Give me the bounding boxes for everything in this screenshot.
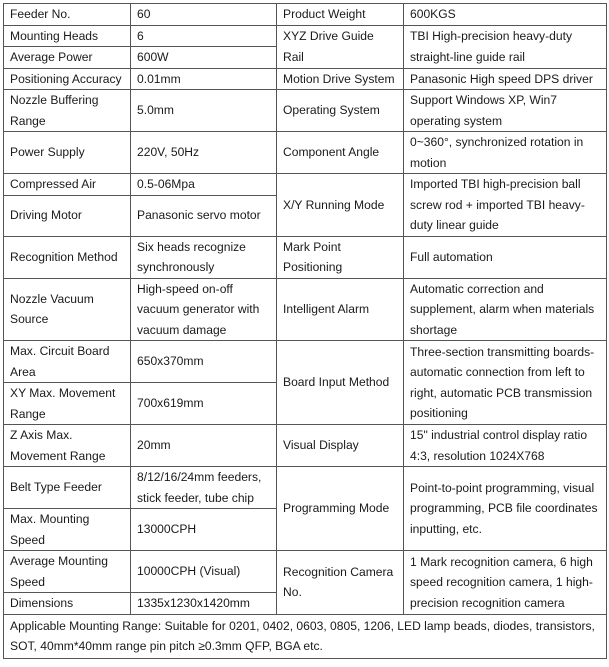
spec-label: Max. Mounting Speed — [4, 509, 131, 551]
spec-value: Panasonic High speed DPS driver — [404, 68, 607, 90]
spec-value: 6 — [131, 25, 277, 47]
spec-label: Motion Drive System — [277, 68, 404, 90]
spec-value: 10000CPH (Visual) — [131, 551, 277, 593]
spec-value: Six heads recognize synchronously — [131, 236, 277, 278]
spec-label: Programming Mode — [277, 467, 404, 551]
table-row — [4, 4, 607, 26]
table-row — [4, 174, 607, 196]
spec-value: 0~360°, synchronized rotation in motion — [404, 132, 607, 174]
spec-label: Visual Display — [277, 425, 404, 467]
spec-value: 15" industrial control display ratio 4:3, resolution 1024X768 — [404, 425, 607, 467]
spec-label: Component Angle — [277, 132, 404, 174]
spec-label: Positioning Accuracy — [4, 68, 131, 90]
spec-label: Board Input Method — [277, 341, 404, 425]
spec-label: Feeder No. — [4, 4, 131, 26]
spec-value: Automatic correction and supplement, alarm when materials shortage — [404, 278, 607, 341]
table-row — [4, 90, 607, 132]
spec-value: 5.0mm — [131, 90, 277, 132]
spec-label: Average Power — [4, 47, 131, 69]
applicable-range-note: Applicable Mounting Range: Suitable for 0201, 0402, 0603, 0805, 1206, LED lamp beads, diodes, transistors, SOT, 40mm*40mm range pin pitch ≥0.3mm QFP, BGA etc. — [4, 614, 607, 658]
table-row — [4, 236, 607, 278]
spec-value: High-speed on-off vacuum generator with vacuum damage — [131, 278, 277, 341]
spec-label: XYZ Drive Guide Rail — [277, 25, 404, 68]
spec-label: Nozzle Buffering Range — [4, 90, 131, 132]
spec-value: Point-to-point programming, visual programming, PCB file coordinates inputting, etc. — [404, 467, 607, 551]
spec-value: 700x619mm — [131, 383, 277, 425]
table-row — [4, 68, 607, 90]
spec-label: Mark Point Positioning — [277, 236, 404, 278]
spec-label: X/Y Running Mode — [277, 174, 404, 237]
spec-value: TBI High-precision heavy-duty straight-line guide rail — [404, 25, 607, 68]
table-row — [4, 614, 607, 658]
spec-label: Nozzle Vacuum Source — [4, 278, 131, 341]
spec-value: Full automation — [404, 236, 607, 278]
spec-label: Max. Circuit Board Area — [4, 341, 131, 383]
table-row — [4, 425, 607, 467]
spec-value: 650x370mm — [131, 341, 277, 383]
spec-label: Z Axis Max. Movement Range — [4, 425, 131, 467]
spec-value: 0.01mm — [131, 68, 277, 90]
spec-value: 220V, 50Hz — [131, 132, 277, 174]
spec-value: 1335x1230x1420mm — [131, 593, 277, 615]
spec-table — [3, 3, 607, 659]
table-row — [4, 132, 607, 174]
spec-value: 0.5-06Mpa — [131, 174, 277, 196]
table-row — [4, 25, 607, 47]
spec-value: 60 — [131, 4, 277, 26]
table-row — [4, 278, 607, 341]
spec-value: 600KGS — [404, 4, 607, 26]
spec-label: Compressed Air — [4, 174, 131, 196]
spec-value: Imported TBI high-precision ball screw rod + imported TBI heavy-duty linear guide — [404, 174, 607, 237]
spec-label: Mounting Heads — [4, 25, 131, 47]
spec-label: Power Supply — [4, 132, 131, 174]
spec-value: Panasonic servo motor — [131, 195, 277, 236]
spec-label: Operating System — [277, 90, 404, 132]
spec-label: Dimensions — [4, 593, 131, 615]
spec-label: Recognition Camera No. — [277, 551, 404, 615]
table-row — [4, 341, 607, 383]
spec-value: 8/12/16/24mm feeders, stick feeder, tube chip — [131, 467, 277, 509]
spec-value: 1 Mark recognition camera, 6 high speed recognition camera, 1 high-precision recognition camera — [404, 551, 607, 615]
spec-value: Support Windows XP, Win7 operating system — [404, 90, 607, 132]
spec-label: Average Mounting Speed — [4, 551, 131, 593]
spec-value: 13000CPH — [131, 509, 277, 551]
table-row — [4, 467, 607, 509]
spec-value: 600W — [131, 47, 277, 69]
table-row — [4, 551, 607, 593]
spec-label: Driving Motor — [4, 195, 131, 236]
spec-label: Intelligent Alarm — [277, 278, 404, 341]
spec-label: Product Weight — [277, 4, 404, 26]
spec-label: Recognition Method — [4, 236, 131, 278]
spec-value: Three-section transmitting boards-automatic connection from left to right, automatic PCB transmission positioning — [404, 341, 607, 425]
spec-label: Belt Type Feeder — [4, 467, 131, 509]
spec-label: XY Max. Movement Range — [4, 383, 131, 425]
spec-value: 20mm — [131, 425, 277, 467]
